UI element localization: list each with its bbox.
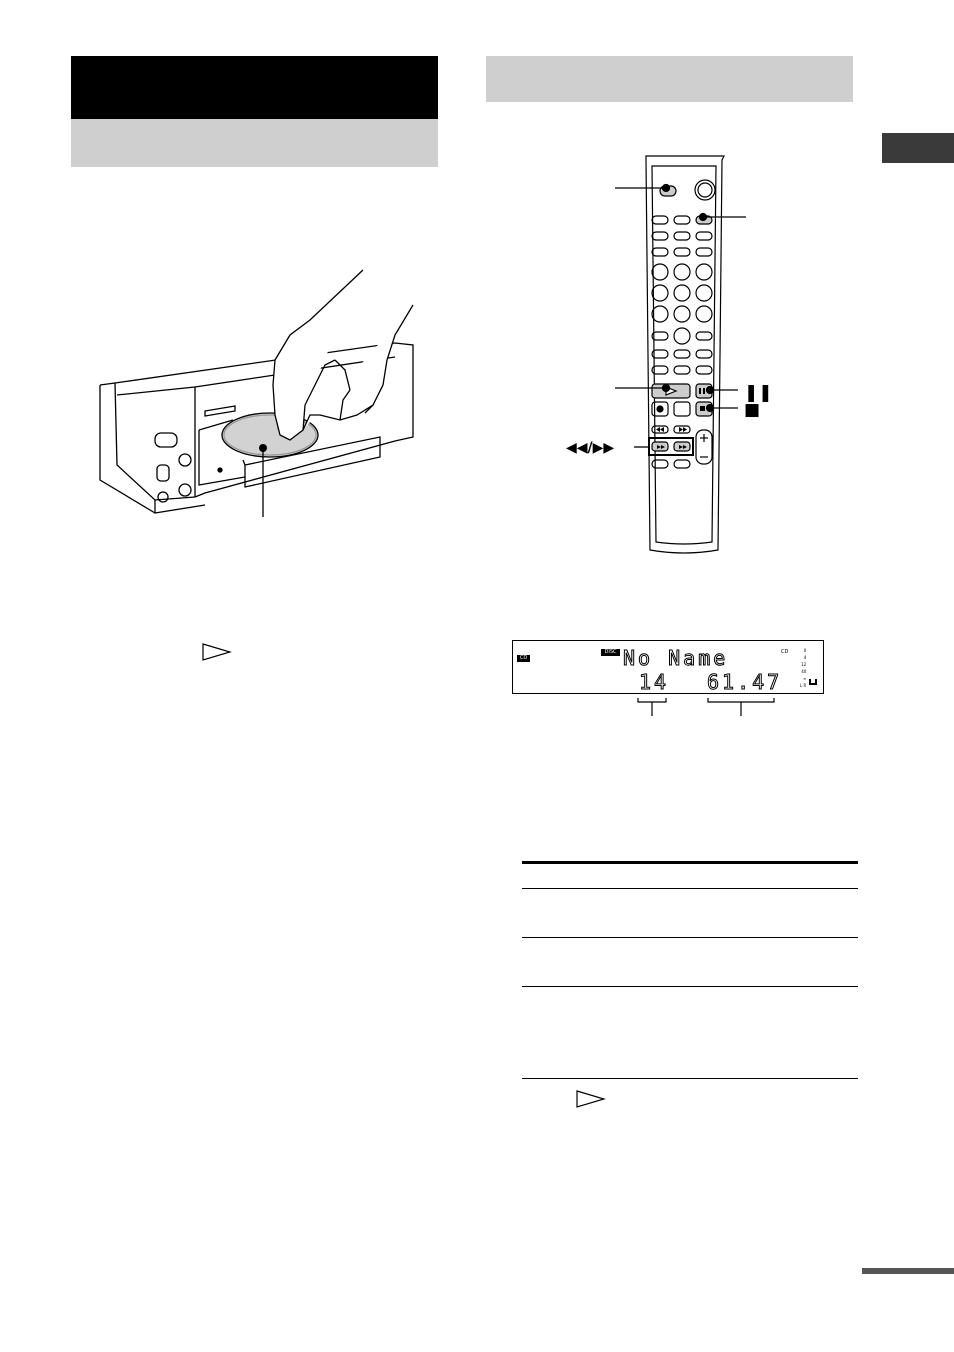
disc-badge: DISC xyxy=(601,649,620,656)
table-header-rule xyxy=(522,888,858,889)
remote-control-illustration xyxy=(560,152,760,558)
track-count-text: 14 xyxy=(639,670,670,694)
subsection-header-left xyxy=(71,119,438,167)
level-meter-scale: 0 4 12 40 ∞ L R xyxy=(800,648,807,688)
cd-player-illustration xyxy=(95,265,425,525)
skip-buttons-label: ◀◀/▶▶ xyxy=(566,440,615,456)
cd-indicator: CD xyxy=(781,649,789,655)
table-top-rule xyxy=(522,861,858,864)
section-header-black xyxy=(71,56,438,119)
front-panel-display xyxy=(512,640,824,694)
play-button-symbol-icon xyxy=(202,643,232,661)
table-row-rule xyxy=(522,937,858,938)
display-callout-brackets xyxy=(630,696,780,716)
disc-name-text: No Name xyxy=(623,646,729,670)
play-button-symbol-icon xyxy=(576,1090,606,1108)
chapter-index-tab xyxy=(882,133,954,163)
continued-indicator xyxy=(862,1268,954,1274)
total-time-text: 61.47 xyxy=(707,670,783,694)
cd-badge: CD xyxy=(517,655,530,662)
table-row-rule xyxy=(522,986,858,987)
stop-button-label: ■ xyxy=(744,400,761,420)
table-bottom-rule xyxy=(522,1078,858,1079)
subsection-header-right xyxy=(486,56,853,102)
pause-button-label: ❚❚ xyxy=(744,383,773,403)
